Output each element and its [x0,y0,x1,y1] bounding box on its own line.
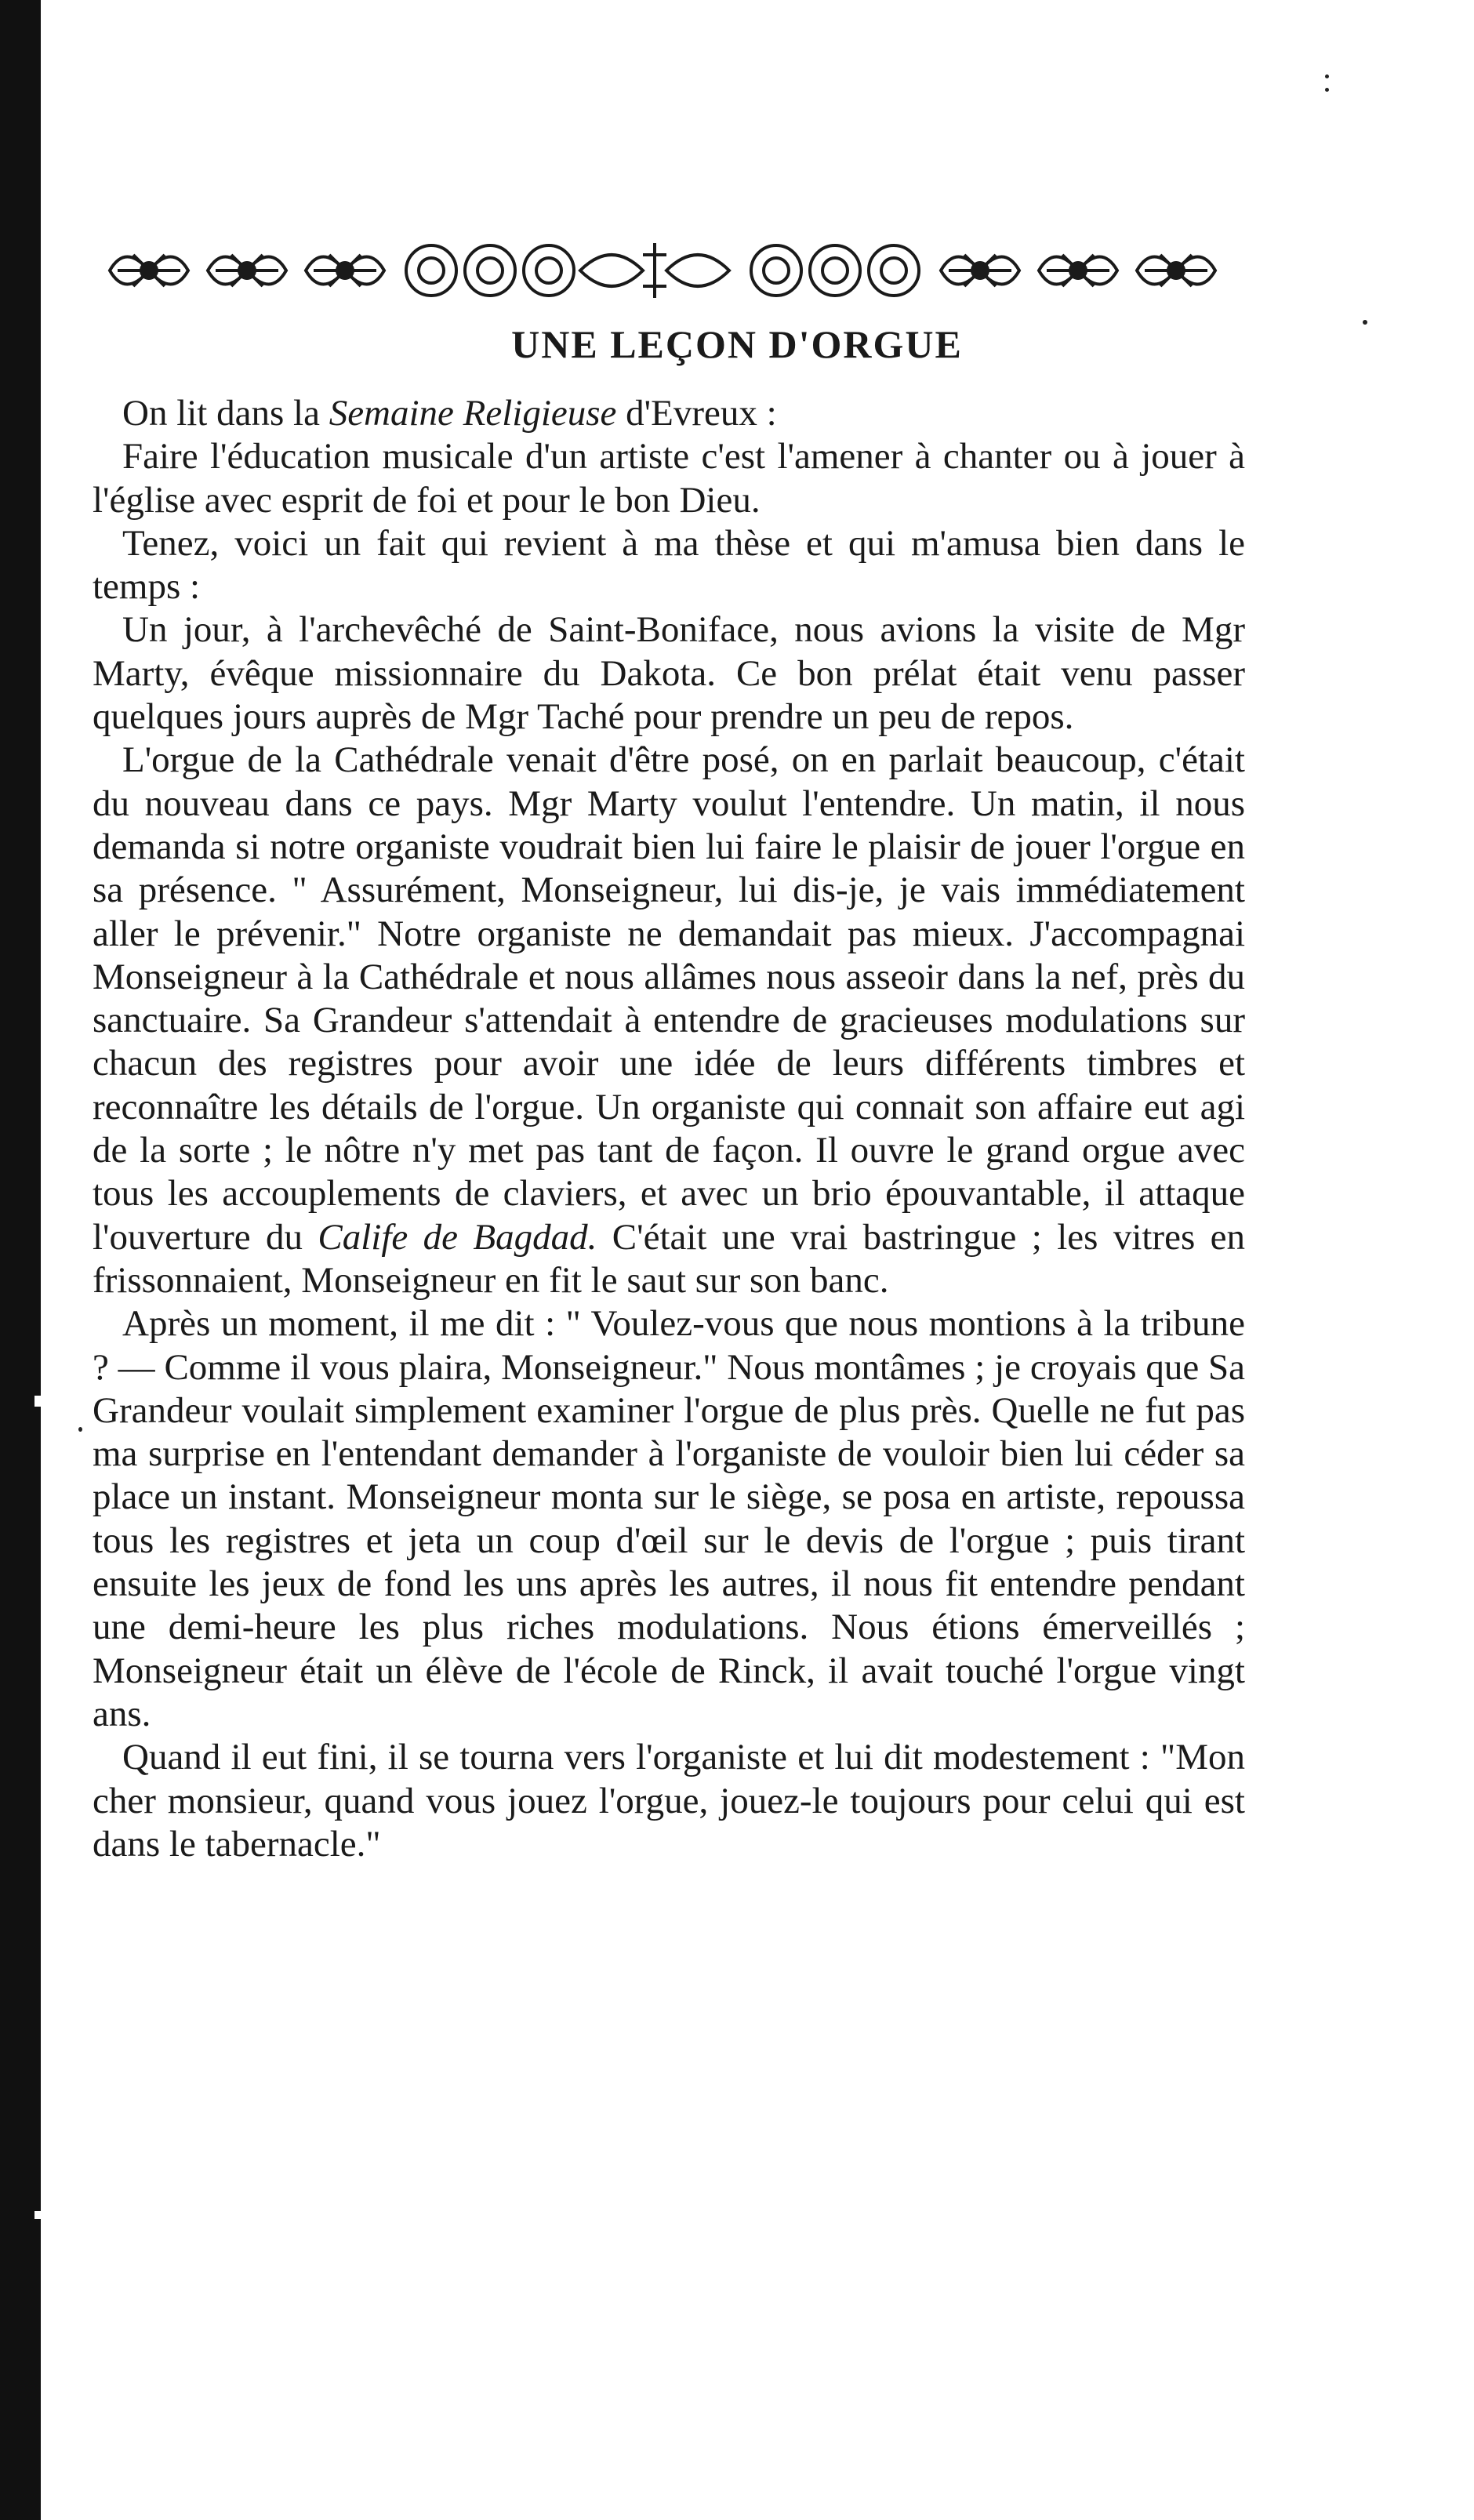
paragraph [93,739,1245,1302]
page-binding-edge [0,0,41,2520]
paragraph-text: L'orgue de la Cathédrale venait d'être posé, on en parlait beaucoup, c'était du nouveau dans ce pays. Mgr Marty voulut l'entendre. Un matin, il nous demanda si notre organiste voudrait bien lui faire le plaisir de jouer l'orgue en sa présence. " Assurément, Monseigneur, lui dis-je, je vais immédiatement aller le prévenir." Notre organiste ne demandait pas mieux. J'accompagnai Monseigneur à la Cathédrale et nous allâmes nous asseoir dans la nef, près du sanctuaire. Sa Grandeur s'attendait à entendre de gracieuses modulations sur chacun des registres pour avoir une idée de leurs différents timbres et reconnaître les détails de l'orgue. Un organiste qui connait son affaire eut agi de la sorte ; le nôtre n'y met pas tant de façon. Il ouvre le grand orgue avec tous les accouplements de claviers, et avec un brio épouvantable, il attaque l'ouverture du [93,739,1245,1258]
paragraph [93,522,1245,609]
paragraph-text: On lit dans la [122,393,329,434]
italic-text: Calife de Bagdad. [318,1216,597,1258]
paragraph [93,1736,1245,1866]
italic-text: Semaine Religieuse [329,393,617,434]
paragraph [93,1302,1245,1736]
paragraph-text: Quand il eut fini, il se tourna vers l'organiste et lui dit modestement : "Mon cher monsieur, quand vous jouez l'orgue, jouez-le toujours pour celui qui est dans le tabernacle." [93,1737,1245,1865]
paragraph-text: C'était une vrai bastringue ; les vitres en frissonnaient, Monseigneur en fit le saut sur son banc. [93,1216,1245,1301]
scan-speck [78,1427,82,1432]
paragraph-text: Tenez, voici un fait qui revient à ma thèse et qui m'amusa bien dans le temps : [93,522,1245,608]
paragraph [93,435,1245,522]
scan-speck [1325,88,1329,92]
paragraph [93,392,1245,435]
paragraph-text: d'Evreux : [616,393,777,434]
page-title: UNE LEÇON D'ORGUE [511,322,963,366]
paragraph-text: Après un moment, il me dit : " Voulez-vous que nous montions à la tribune ? — Comme il vous plaira, Monseigneur." Nous montâmes ; je croyais que Sa Grandeur voulait simplement examiner l'orgue de plus près. Quelle ne fut pas ma surprise en l'entendant demander à l'organiste de vouloir bien lui céder sa place un instant. Monseigneur monta sur le siège, se posa en artiste, repoussa tous les registres et jeta un coup d'œil sur le devis de l'orgue ; puis tirant ensuite les jeux de fond les uns après les autres, il nous fit entendre pendant une demi-heure les plus riches modulations. Nous étions émerveillés ; Monseigneur était un élève de l'école de Rinck, il avait touché l'orgue vingt ans. [93,1303,1245,1734]
paragraph [93,608,1245,739]
paragraph-text: Un jour, à l'archevêché de Saint-Boniface, nous avions la visite de Mgr Marty, évêque missionnaire du Dakota. Ce bon prélat était venu passer quelques jours auprès de Mgr Taché pour prendre un peu de repos. [93,609,1245,738]
scan-speck [1325,74,1329,78]
paragraph-text: Faire l'éducation musicale d'un artiste c'est l'amener à chanter ou à jouer à l'église avec esprit de foi et pour le bon Dieu. [93,436,1245,521]
decorative-ornament-band [102,235,1247,306]
article-body [93,392,1245,1866]
